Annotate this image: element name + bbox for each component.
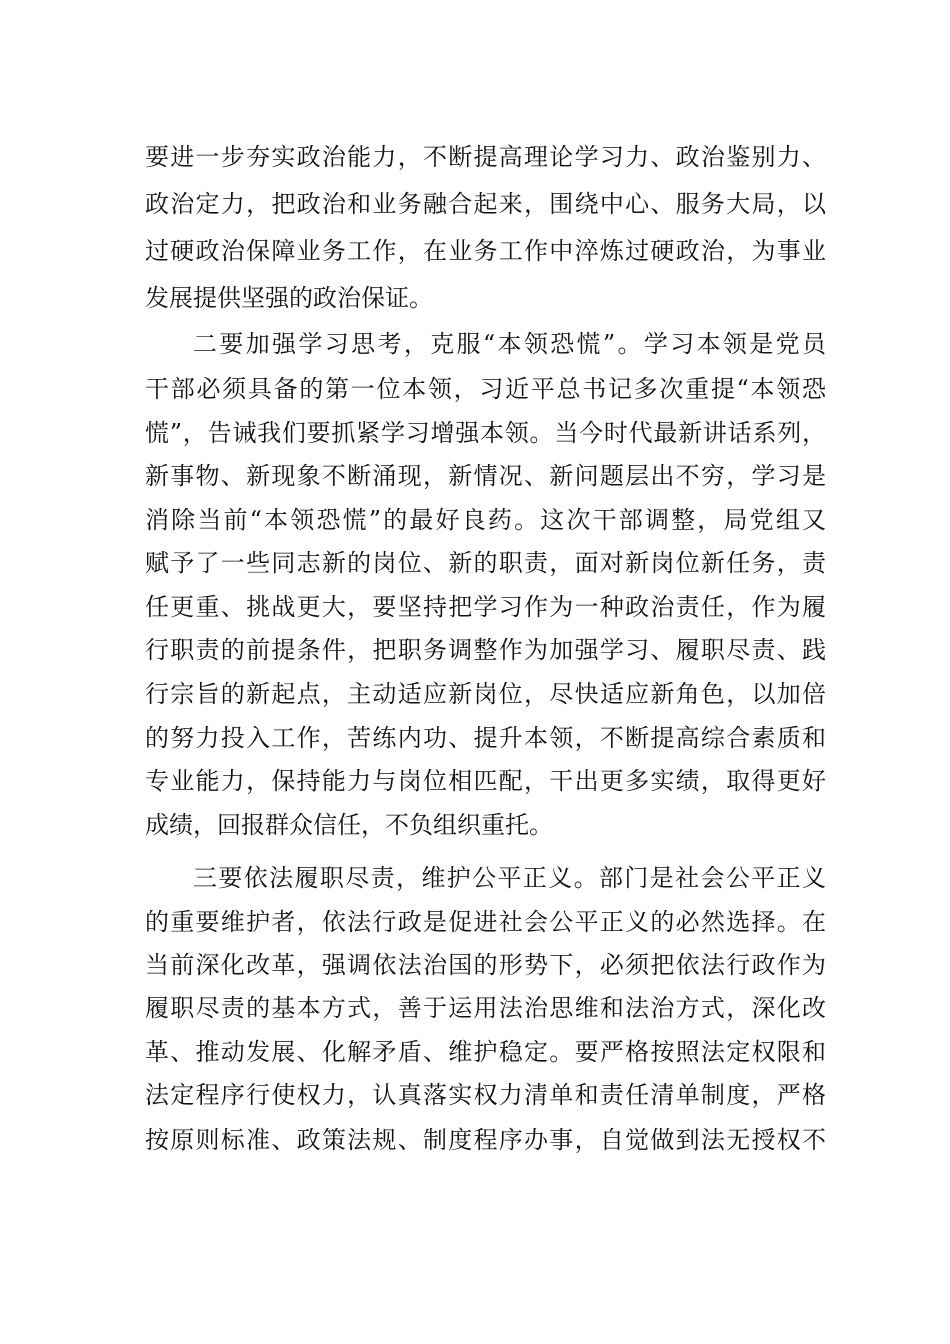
text-line: 行职责的前提条件，把职务调整作为加强学习、履职尽责、践 — [145, 636, 826, 664]
text-line: 法定程序行使权力，认真落实权力清单和责任清单制度，严格 — [145, 1081, 826, 1109]
text-line: 政治定力，把政治和业务融合起来，围绕中心、服务大局，以 — [145, 190, 826, 218]
text-line: 消除当前“本领恐慌”的最好良药。这次干部调整，局党组又 — [145, 506, 826, 534]
text-line: 二要加强学习思考，克服“本领恐慌”。学习本领是党员 — [193, 330, 826, 358]
text-line: 的努力投入工作，苦练内功、提升本领，不断提高综合素质和 — [145, 724, 826, 752]
text-line: 革、推动发展、化解矛盾、维护稳定。要严格按照法定权限和 — [145, 1038, 826, 1066]
text-line: 按原则标准、政策法规、制度程序办事，自觉做到法无授权不 — [145, 1126, 826, 1154]
text-line: 行宗旨的新起点，主动适应新岗位，尽快适应新角色，以加倍 — [145, 680, 826, 708]
text-line: 慌”，告诫我们要抓紧学习增强本领。当今时代最新讲话系列， — [145, 419, 826, 447]
text-line: 过硬政治保障业务工作，在业务工作中淬炼过硬政治，为事业 — [145, 237, 826, 265]
text-line: 要进一步夯实政治能力，不断提高理论学习力、政治鉴别力、 — [145, 143, 826, 171]
text-line: 履职尽责的基本方式，善于运用法治思维和法治方式，深化改 — [145, 994, 826, 1022]
text-line: 任更重、挑战更大，要坚持把学习作为一种政治责任，作为履 — [145, 593, 826, 621]
text-line: 赋予了一些同志新的岗位、新的职责，面对新岗位新任务，责 — [145, 549, 826, 577]
text-line: 干部必须具备的第一位本领，习近平总书记多次重提“本领恐 — [145, 375, 826, 403]
text-line: 新事物、新现象不断涌现，新情况、新问题层出不穷，学习是 — [145, 462, 826, 490]
text-line: 成绩，回报群众信任，不负组织重托。 — [145, 811, 553, 839]
text-line: 发展提供坚强的政治保证。 — [145, 284, 433, 312]
text-line: 当前深化改革，强调依法治国的形势下，必须把依法行政作为 — [145, 951, 826, 979]
text-line: 的重要维护者，依法行政是促进社会公平正义的必然选择。在 — [145, 908, 826, 936]
text-line: 专业能力，保持能力与岗位相匹配，干出更多实绩，取得更好 — [145, 767, 826, 795]
text-line: 三要依法履职尽责，维护公平正义。部门是社会公平正义 — [193, 864, 826, 892]
